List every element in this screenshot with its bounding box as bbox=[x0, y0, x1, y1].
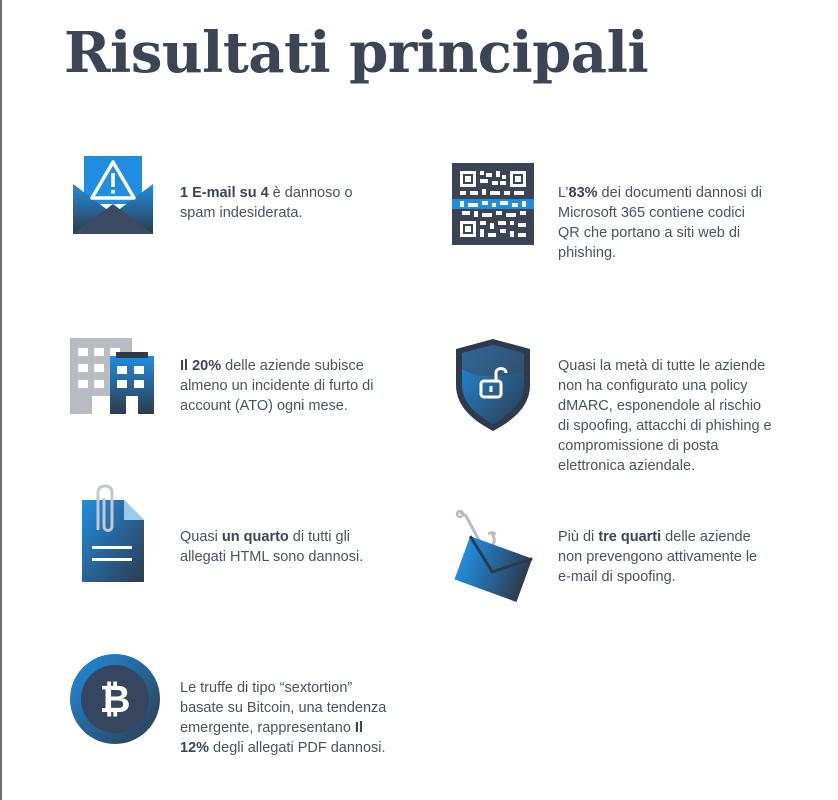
finding-text bbox=[180, 356, 400, 416]
highlighted-stat: un quarto bbox=[221, 529, 289, 545]
page-left-border bbox=[0, 0, 2, 800]
bitcoin-coin-icon bbox=[70, 654, 160, 744]
text-span: Quasi la metà di tutte le aziende non ha configurato una policy dMARC, esponendole al rischio di spoofing, attacchi di phishing e compromissione di posta elettronica aziendale. bbox=[558, 358, 772, 474]
text-span: degli allegati PDF dannosi. bbox=[209, 740, 386, 756]
text-span: Quasi bbox=[180, 529, 222, 545]
envelope-warning-icon bbox=[72, 156, 154, 236]
page-title: Risultati principali bbox=[64, 20, 649, 86]
qr-code-icon bbox=[452, 163, 534, 245]
finding-text bbox=[180, 678, 395, 758]
attachment-document-icon bbox=[78, 482, 148, 584]
text-span: L’ bbox=[558, 185, 569, 201]
text-span: delle aziende non prevengono attivamente le e-mail di spoofing. bbox=[558, 529, 758, 585]
text-span: delle aziende subisce almeno un incidente di furto di account (ATO) ogni mese. bbox=[180, 358, 374, 414]
office-building-icon bbox=[70, 338, 154, 414]
text-span: di tutti gli allegati HTML sono dannosi. bbox=[180, 529, 364, 565]
text-span: dei documenti dannosi di Microsoft 365 contiene codici QR che portano a siti web di phishing. bbox=[558, 185, 762, 261]
finding-text bbox=[558, 356, 773, 476]
highlighted-stat: Il 12% bbox=[180, 720, 363, 756]
text-span: è dannoso o spam indesiderata. bbox=[180, 185, 353, 221]
shield-unlocked-icon bbox=[456, 339, 530, 431]
text-span: Più di bbox=[558, 529, 599, 545]
finding-text bbox=[180, 183, 380, 223]
highlighted-stat: Il 20% bbox=[180, 358, 222, 374]
svg-text:₿: ₿ bbox=[99, 677, 131, 721]
finding-text bbox=[558, 527, 758, 587]
highlighted-stat: 1 E-mail su 4 bbox=[180, 185, 269, 201]
phishing-hook-envelope-icon bbox=[452, 510, 534, 602]
finding-text bbox=[558, 183, 768, 263]
text-span: Le truffe di tipo “sextortion” basate su Bitcoin, una tendenza emergente, rappresentano bbox=[180, 680, 387, 736]
highlighted-stat: tre quarti bbox=[598, 529, 662, 545]
finding-text bbox=[180, 527, 390, 567]
highlighted-stat: 83% bbox=[568, 185, 598, 201]
